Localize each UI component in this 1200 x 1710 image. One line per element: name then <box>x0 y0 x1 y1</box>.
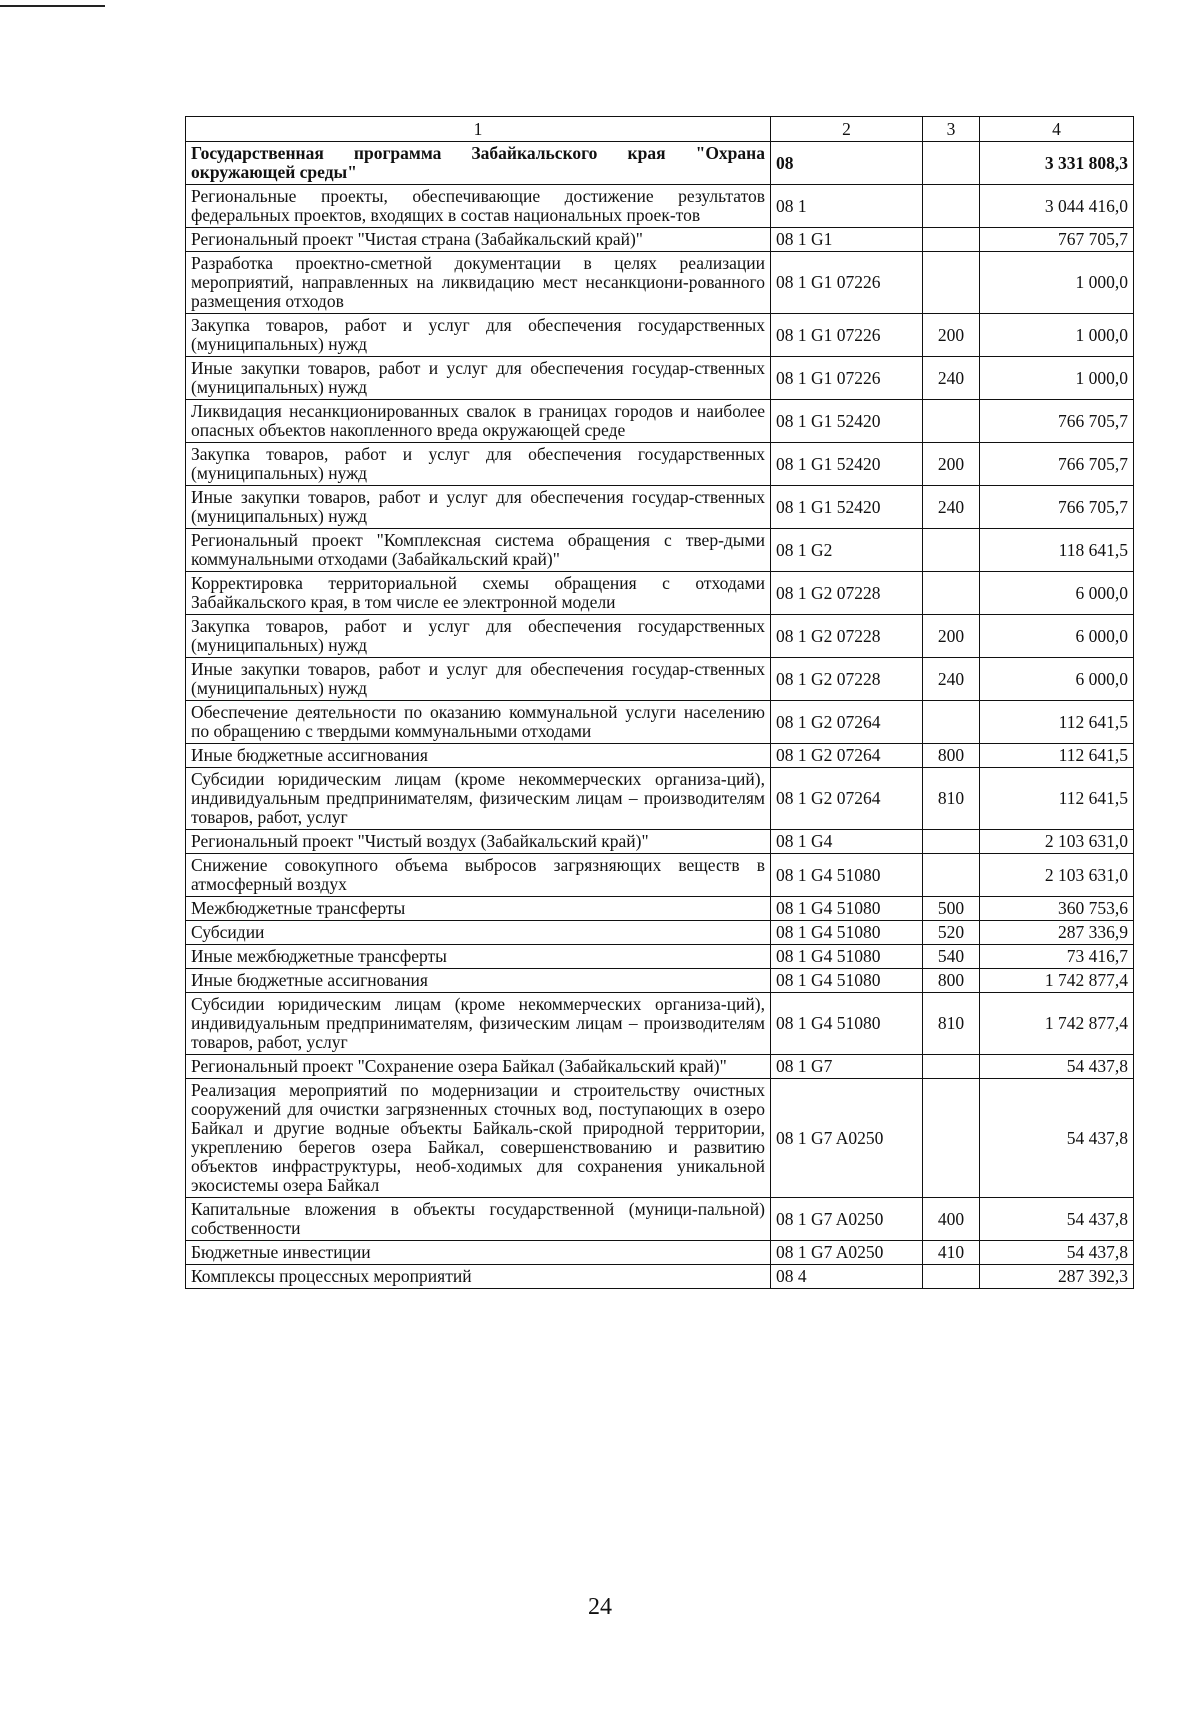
row-amount-cell: 1 000,0 <box>980 314 1134 357</box>
column-header-1: 1 <box>186 117 771 142</box>
column-header-3: 3 <box>923 117 980 142</box>
row-name-cell: Иные закупки товаров, работ и услуг для обеспечения государ-ственных (муниципальных) нужд <box>186 486 771 529</box>
row-amount-cell: 3 044 416,0 <box>980 185 1134 228</box>
row-code-cell: 08 1 G4 51080 <box>771 921 923 945</box>
row-amount-cell: 73 416,7 <box>980 945 1134 969</box>
row-expense-type-cell <box>923 701 980 744</box>
row-code-cell: 08 1 G2 <box>771 529 923 572</box>
table-row <box>186 400 1134 443</box>
table-row <box>186 529 1134 572</box>
row-code-cell: 08 1 G7 A0250 <box>771 1079 923 1198</box>
row-expense-type-cell: 410 <box>923 1241 980 1265</box>
row-name-cell: Капитальные вложения в объекты государственной (муници-пальной) собственности <box>186 1198 771 1241</box>
row-code-cell: 08 1 G4 51080 <box>771 945 923 969</box>
column-header-2: 2 <box>771 117 923 142</box>
row-code-cell: 08 1 G2 07228 <box>771 615 923 658</box>
row-code-cell: 08 1 G2 07264 <box>771 744 923 768</box>
column-header-4: 4 <box>980 117 1134 142</box>
row-expense-type-cell: 800 <box>923 744 980 768</box>
table-row <box>186 744 1134 768</box>
row-code-cell: 08 1 G1 07226 <box>771 314 923 357</box>
table-row <box>186 142 1134 185</box>
row-name-cell: Иные закупки товаров, работ и услуг для обеспечения государ-ственных (муниципальных) нужд <box>186 357 771 400</box>
row-code-cell: 08 1 G7 <box>771 1055 923 1079</box>
row-name-cell: Региональный проект "Сохранение озера Байкал (Забайкальский край)" <box>186 1055 771 1079</box>
table-row <box>186 897 1134 921</box>
row-amount-cell: 360 753,6 <box>980 897 1134 921</box>
table-row <box>186 945 1134 969</box>
row-code-cell: 08 1 <box>771 185 923 228</box>
row-name-cell: Закупка товаров, работ и услуг для обеспечения государственных (муниципальных) нужд <box>186 314 771 357</box>
row-expense-type-cell <box>923 252 980 314</box>
row-expense-type-cell <box>923 854 980 897</box>
row-code-cell: 08 1 G4 51080 <box>771 969 923 993</box>
row-name-cell: Реализация мероприятий по модернизации и строительству очистных сооружений для очистки загрязненных сточных вод, поступающих в озеро Байкал и другие водные объекты Байкаль-ской природной территории, укреплению берегов озера Байкал, совершенствованию и развитию объектов инфраструктуры, необ-ходимых для сохранения уникальной экосистемы озера Байкал <box>186 1079 771 1198</box>
row-name-cell: Бюджетные инвестиции <box>186 1241 771 1265</box>
row-amount-cell: 767 705,7 <box>980 228 1134 252</box>
row-amount-cell: 118 641,5 <box>980 529 1134 572</box>
row-expense-type-cell: 200 <box>923 615 980 658</box>
table-row <box>186 357 1134 400</box>
table-row <box>186 921 1134 945</box>
row-expense-type-cell <box>923 572 980 615</box>
row-expense-type-cell <box>923 228 980 252</box>
row-expense-type-cell <box>923 400 980 443</box>
table-row <box>186 854 1134 897</box>
row-amount-cell: 287 336,9 <box>980 921 1134 945</box>
row-name-cell: Региональный проект "Чистый воздух (Забайкальский край)" <box>186 830 771 854</box>
row-name-cell: Корректировка территориальной схемы обращения с отходами Забайкальского края, в том числе ее электронной модели <box>186 572 771 615</box>
row-code-cell: 08 1 G4 <box>771 830 923 854</box>
row-code-cell: 08 1 G1 07226 <box>771 252 923 314</box>
table-row <box>186 830 1134 854</box>
budget-table <box>185 116 1134 1289</box>
row-expense-type-cell: 520 <box>923 921 980 945</box>
row-expense-type-cell <box>923 1265 980 1289</box>
row-amount-cell: 54 437,8 <box>980 1079 1134 1198</box>
row-code-cell: 08 4 <box>771 1265 923 1289</box>
row-code-cell: 08 1 G1 52420 <box>771 486 923 529</box>
row-code-cell: 08 1 G4 51080 <box>771 897 923 921</box>
row-expense-type-cell: 200 <box>923 314 980 357</box>
table-row <box>186 572 1134 615</box>
scan-edge-mark <box>0 5 105 7</box>
row-amount-cell: 287 392,3 <box>980 1265 1134 1289</box>
table-row <box>186 314 1134 357</box>
row-code-cell: 08 1 G7 A0250 <box>771 1241 923 1265</box>
row-name-cell: Комплексы процессных мероприятий <box>186 1265 771 1289</box>
row-code-cell: 08 1 G2 07264 <box>771 701 923 744</box>
row-expense-type-cell <box>923 1079 980 1198</box>
row-amount-cell: 112 641,5 <box>980 744 1134 768</box>
row-code-cell: 08 1 G4 51080 <box>771 854 923 897</box>
table-row <box>186 185 1134 228</box>
row-expense-type-cell: 240 <box>923 357 980 400</box>
row-amount-cell: 2 103 631,0 <box>980 830 1134 854</box>
row-expense-type-cell <box>923 529 980 572</box>
table-header-row <box>186 117 1134 142</box>
row-name-cell: Обеспечение деятельности по оказанию коммунальной услуги населению по обращению с твердыми коммунальными отходами <box>186 701 771 744</box>
row-amount-cell: 112 641,5 <box>980 701 1134 744</box>
row-amount-cell: 1 742 877,4 <box>980 993 1134 1055</box>
row-expense-type-cell: 800 <box>923 969 980 993</box>
row-amount-cell: 1 000,0 <box>980 252 1134 314</box>
table-row <box>186 252 1134 314</box>
row-amount-cell: 6 000,0 <box>980 572 1134 615</box>
table-row <box>186 1079 1134 1198</box>
table-body <box>186 142 1134 1289</box>
row-expense-type-cell: 240 <box>923 658 980 701</box>
row-amount-cell: 112 641,5 <box>980 768 1134 830</box>
row-name-cell: Закупка товаров, работ и услуг для обеспечения государственных (муниципальных) нужд <box>186 443 771 486</box>
row-name-cell: Иные бюджетные ассигнования <box>186 744 771 768</box>
row-amount-cell: 6 000,0 <box>980 615 1134 658</box>
row-code-cell: 08 <box>771 142 923 185</box>
table-row <box>186 701 1134 744</box>
row-code-cell: 08 1 G2 07264 <box>771 768 923 830</box>
row-name-cell: Разработка проектно-сметной документации в целях реализации мероприятий, направленных на ликвидацию мест несанкциони-рованного размещения отходов <box>186 252 771 314</box>
row-expense-type-cell: 200 <box>923 443 980 486</box>
row-name-cell: Субсидии юридическим лицам (кроме некоммерческих организа-ций), индивидуальным предпринимателям, физическим лицам – производителям товаров, работ, услуг <box>186 993 771 1055</box>
row-name-cell: Иные межбюджетные трансферты <box>186 945 771 969</box>
row-expense-type-cell: 240 <box>923 486 980 529</box>
row-amount-cell: 766 705,7 <box>980 443 1134 486</box>
row-code-cell: 08 1 G1 07226 <box>771 357 923 400</box>
row-expense-type-cell <box>923 1055 980 1079</box>
table-row <box>186 658 1134 701</box>
row-amount-cell: 54 437,8 <box>980 1198 1134 1241</box>
table-row <box>186 768 1134 830</box>
table-row <box>186 443 1134 486</box>
row-amount-cell: 766 705,7 <box>980 486 1134 529</box>
row-code-cell: 08 1 G7 A0250 <box>771 1198 923 1241</box>
row-amount-cell: 3 331 808,3 <box>980 142 1134 185</box>
row-name-cell: Государственная программа Забайкальского края "Охрана окружающей среды" <box>186 142 771 185</box>
row-expense-type-cell: 540 <box>923 945 980 969</box>
row-name-cell: Межбюджетные трансферты <box>186 897 771 921</box>
row-expense-type-cell <box>923 142 980 185</box>
row-name-cell: Региональный проект "Комплексная система обращения с твер-дыми коммунальными отходами (Забайкальский край)" <box>186 529 771 572</box>
table-row <box>186 993 1134 1055</box>
row-expense-type-cell: 810 <box>923 768 980 830</box>
row-name-cell: Региональный проект "Чистая страна (Забайкальский край)" <box>186 228 771 252</box>
row-amount-cell: 54 437,8 <box>980 1055 1134 1079</box>
table-row <box>186 486 1134 529</box>
row-expense-type-cell: 400 <box>923 1198 980 1241</box>
table-row <box>186 1198 1134 1241</box>
row-name-cell: Иные закупки товаров, работ и услуг для обеспечения государ-ственных (муниципальных) нужд <box>186 658 771 701</box>
table-row <box>186 1055 1134 1079</box>
row-name-cell: Субсидии <box>186 921 771 945</box>
row-code-cell: 08 1 G1 52420 <box>771 400 923 443</box>
row-code-cell: 08 1 G4 51080 <box>771 993 923 1055</box>
row-code-cell: 08 1 G1 52420 <box>771 443 923 486</box>
row-name-cell: Снижение совокупного объема выбросов загрязняющих веществ в атмосферный воздух <box>186 854 771 897</box>
row-expense-type-cell <box>923 830 980 854</box>
row-name-cell: Субсидии юридическим лицам (кроме некоммерческих организа-ций), индивидуальным предпринимателям, физическим лицам – производителям товаров, работ, услуг <box>186 768 771 830</box>
row-amount-cell: 6 000,0 <box>980 658 1134 701</box>
table-row <box>186 228 1134 252</box>
row-name-cell: Закупка товаров, работ и услуг для обеспечения государственных (муниципальных) нужд <box>186 615 771 658</box>
row-code-cell: 08 1 G2 07228 <box>771 572 923 615</box>
page-number: 24 <box>588 1594 612 1620</box>
row-expense-type-cell: 500 <box>923 897 980 921</box>
row-name-cell: Иные бюджетные ассигнования <box>186 969 771 993</box>
row-code-cell: 08 1 G2 07228 <box>771 658 923 701</box>
row-amount-cell: 766 705,7 <box>980 400 1134 443</box>
table-row <box>186 615 1134 658</box>
table-row <box>186 969 1134 993</box>
row-name-cell: Региональные проекты, обеспечивающие достижение результатов федеральных проектов, входящих в состав национальных проек-тов <box>186 185 771 228</box>
row-amount-cell: 1 000,0 <box>980 357 1134 400</box>
row-code-cell: 08 1 G1 <box>771 228 923 252</box>
table-row <box>186 1265 1134 1289</box>
row-amount-cell: 54 437,8 <box>980 1241 1134 1265</box>
table-row <box>186 1241 1134 1265</box>
row-expense-type-cell <box>923 185 980 228</box>
row-expense-type-cell: 810 <box>923 993 980 1055</box>
row-amount-cell: 1 742 877,4 <box>980 969 1134 993</box>
row-amount-cell: 2 103 631,0 <box>980 854 1134 897</box>
row-name-cell: Ликвидация несанкционированных свалок в границах городов и наиболее опасных объектов накопленного вреда окружающей среде <box>186 400 771 443</box>
